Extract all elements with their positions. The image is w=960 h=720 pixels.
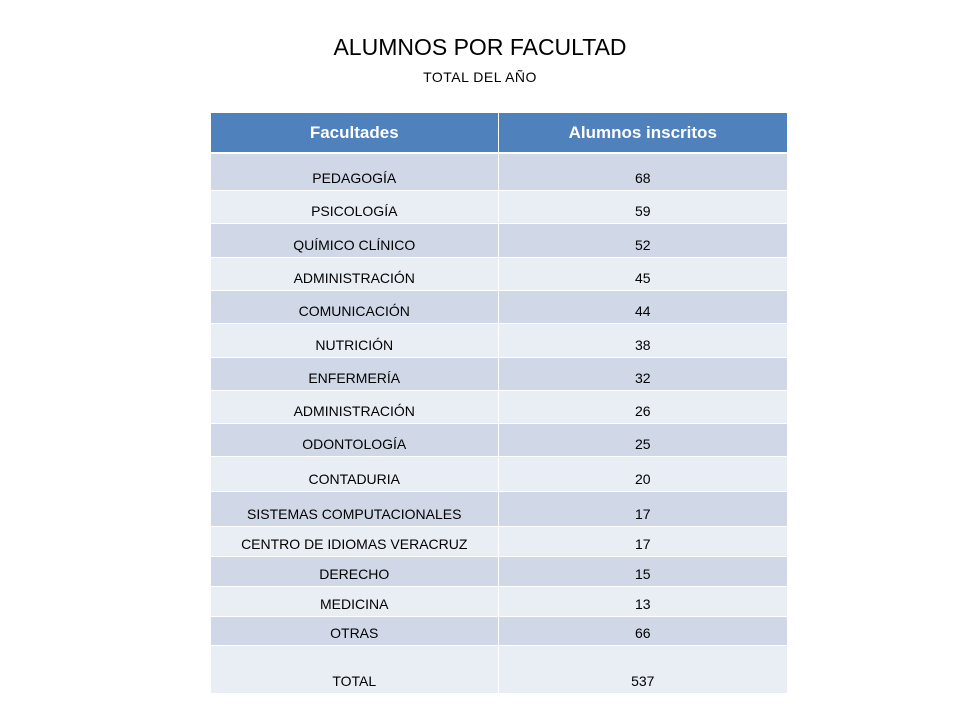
table-row: [211, 290, 787, 323]
table-row: [211, 357, 787, 390]
cell-facultad: PSICOLOGÍA: [211, 190, 498, 223]
table-header-row: [211, 113, 787, 153]
cell-alumnos: 59: [498, 190, 787, 223]
enrollment-table: [211, 113, 787, 693]
cell-alumnos: 17: [498, 491, 787, 526]
cell-facultad: ADMINISTRACIÓN: [211, 390, 498, 423]
cell-alumnos: 17: [498, 526, 787, 556]
cell-facultad: ADMINISTRACIÓN: [211, 257, 498, 290]
cell-facultad: PEDAGOGÍA: [211, 153, 498, 190]
table-total-row: [211, 645, 787, 693]
cell-alumnos: 13: [498, 586, 787, 616]
table-row: [211, 190, 787, 223]
cell-alumnos: 68: [498, 153, 787, 190]
cell-alumnos: 25: [498, 423, 787, 456]
cell-facultad: CENTRO DE IDIOMAS VERACRUZ: [211, 526, 498, 556]
cell-facultad: OTRAS: [211, 616, 498, 645]
cell-facultad-total: TOTAL: [211, 645, 498, 693]
cell-alumnos: 32: [498, 357, 787, 390]
cell-alumnos-total: 537: [498, 645, 787, 693]
cell-alumnos: 20: [498, 456, 787, 491]
table-row: [211, 390, 787, 423]
cell-facultad: ENFERMERÍA: [211, 357, 498, 390]
cell-facultad: DERECHO: [211, 556, 498, 586]
page-subtitle: TOTAL DEL AÑO: [423, 69, 537, 85]
table-row: [211, 526, 787, 556]
cell-facultad: SISTEMAS COMPUTACIONALES: [211, 491, 498, 526]
table-row: [211, 586, 787, 616]
table-row: [211, 456, 787, 491]
cell-facultad: ODONTOLOGÍA: [211, 423, 498, 456]
table-row: [211, 423, 787, 456]
cell-facultad: QUÍMICO CLÍNICO: [211, 223, 498, 257]
cell-alumnos: 66: [498, 616, 787, 645]
cell-facultad: CONTADURIA: [211, 456, 498, 491]
cell-alumnos: 15: [498, 556, 787, 586]
table-row: [211, 556, 787, 586]
cell-facultad: NUTRICIÓN: [211, 323, 498, 357]
cell-facultad: MEDICINA: [211, 586, 498, 616]
header-alumnos-inscritos: Alumnos inscritos: [498, 113, 787, 153]
cell-alumnos: 44: [498, 290, 787, 323]
cell-alumnos: 52: [498, 223, 787, 257]
table-row: [211, 616, 787, 645]
table-row: [211, 223, 787, 257]
table-row: [211, 153, 787, 190]
table-row: [211, 491, 787, 526]
table-row: [211, 257, 787, 290]
cell-alumnos: 26: [498, 390, 787, 423]
table-row: [211, 323, 787, 357]
header-facultades: Facultades: [211, 113, 498, 153]
page-title: ALUMNOS POR FACULTAD: [333, 34, 627, 60]
cell-alumnos: 38: [498, 323, 787, 357]
cell-alumnos: 45: [498, 257, 787, 290]
cell-facultad: COMUNICACIÓN: [211, 290, 498, 323]
